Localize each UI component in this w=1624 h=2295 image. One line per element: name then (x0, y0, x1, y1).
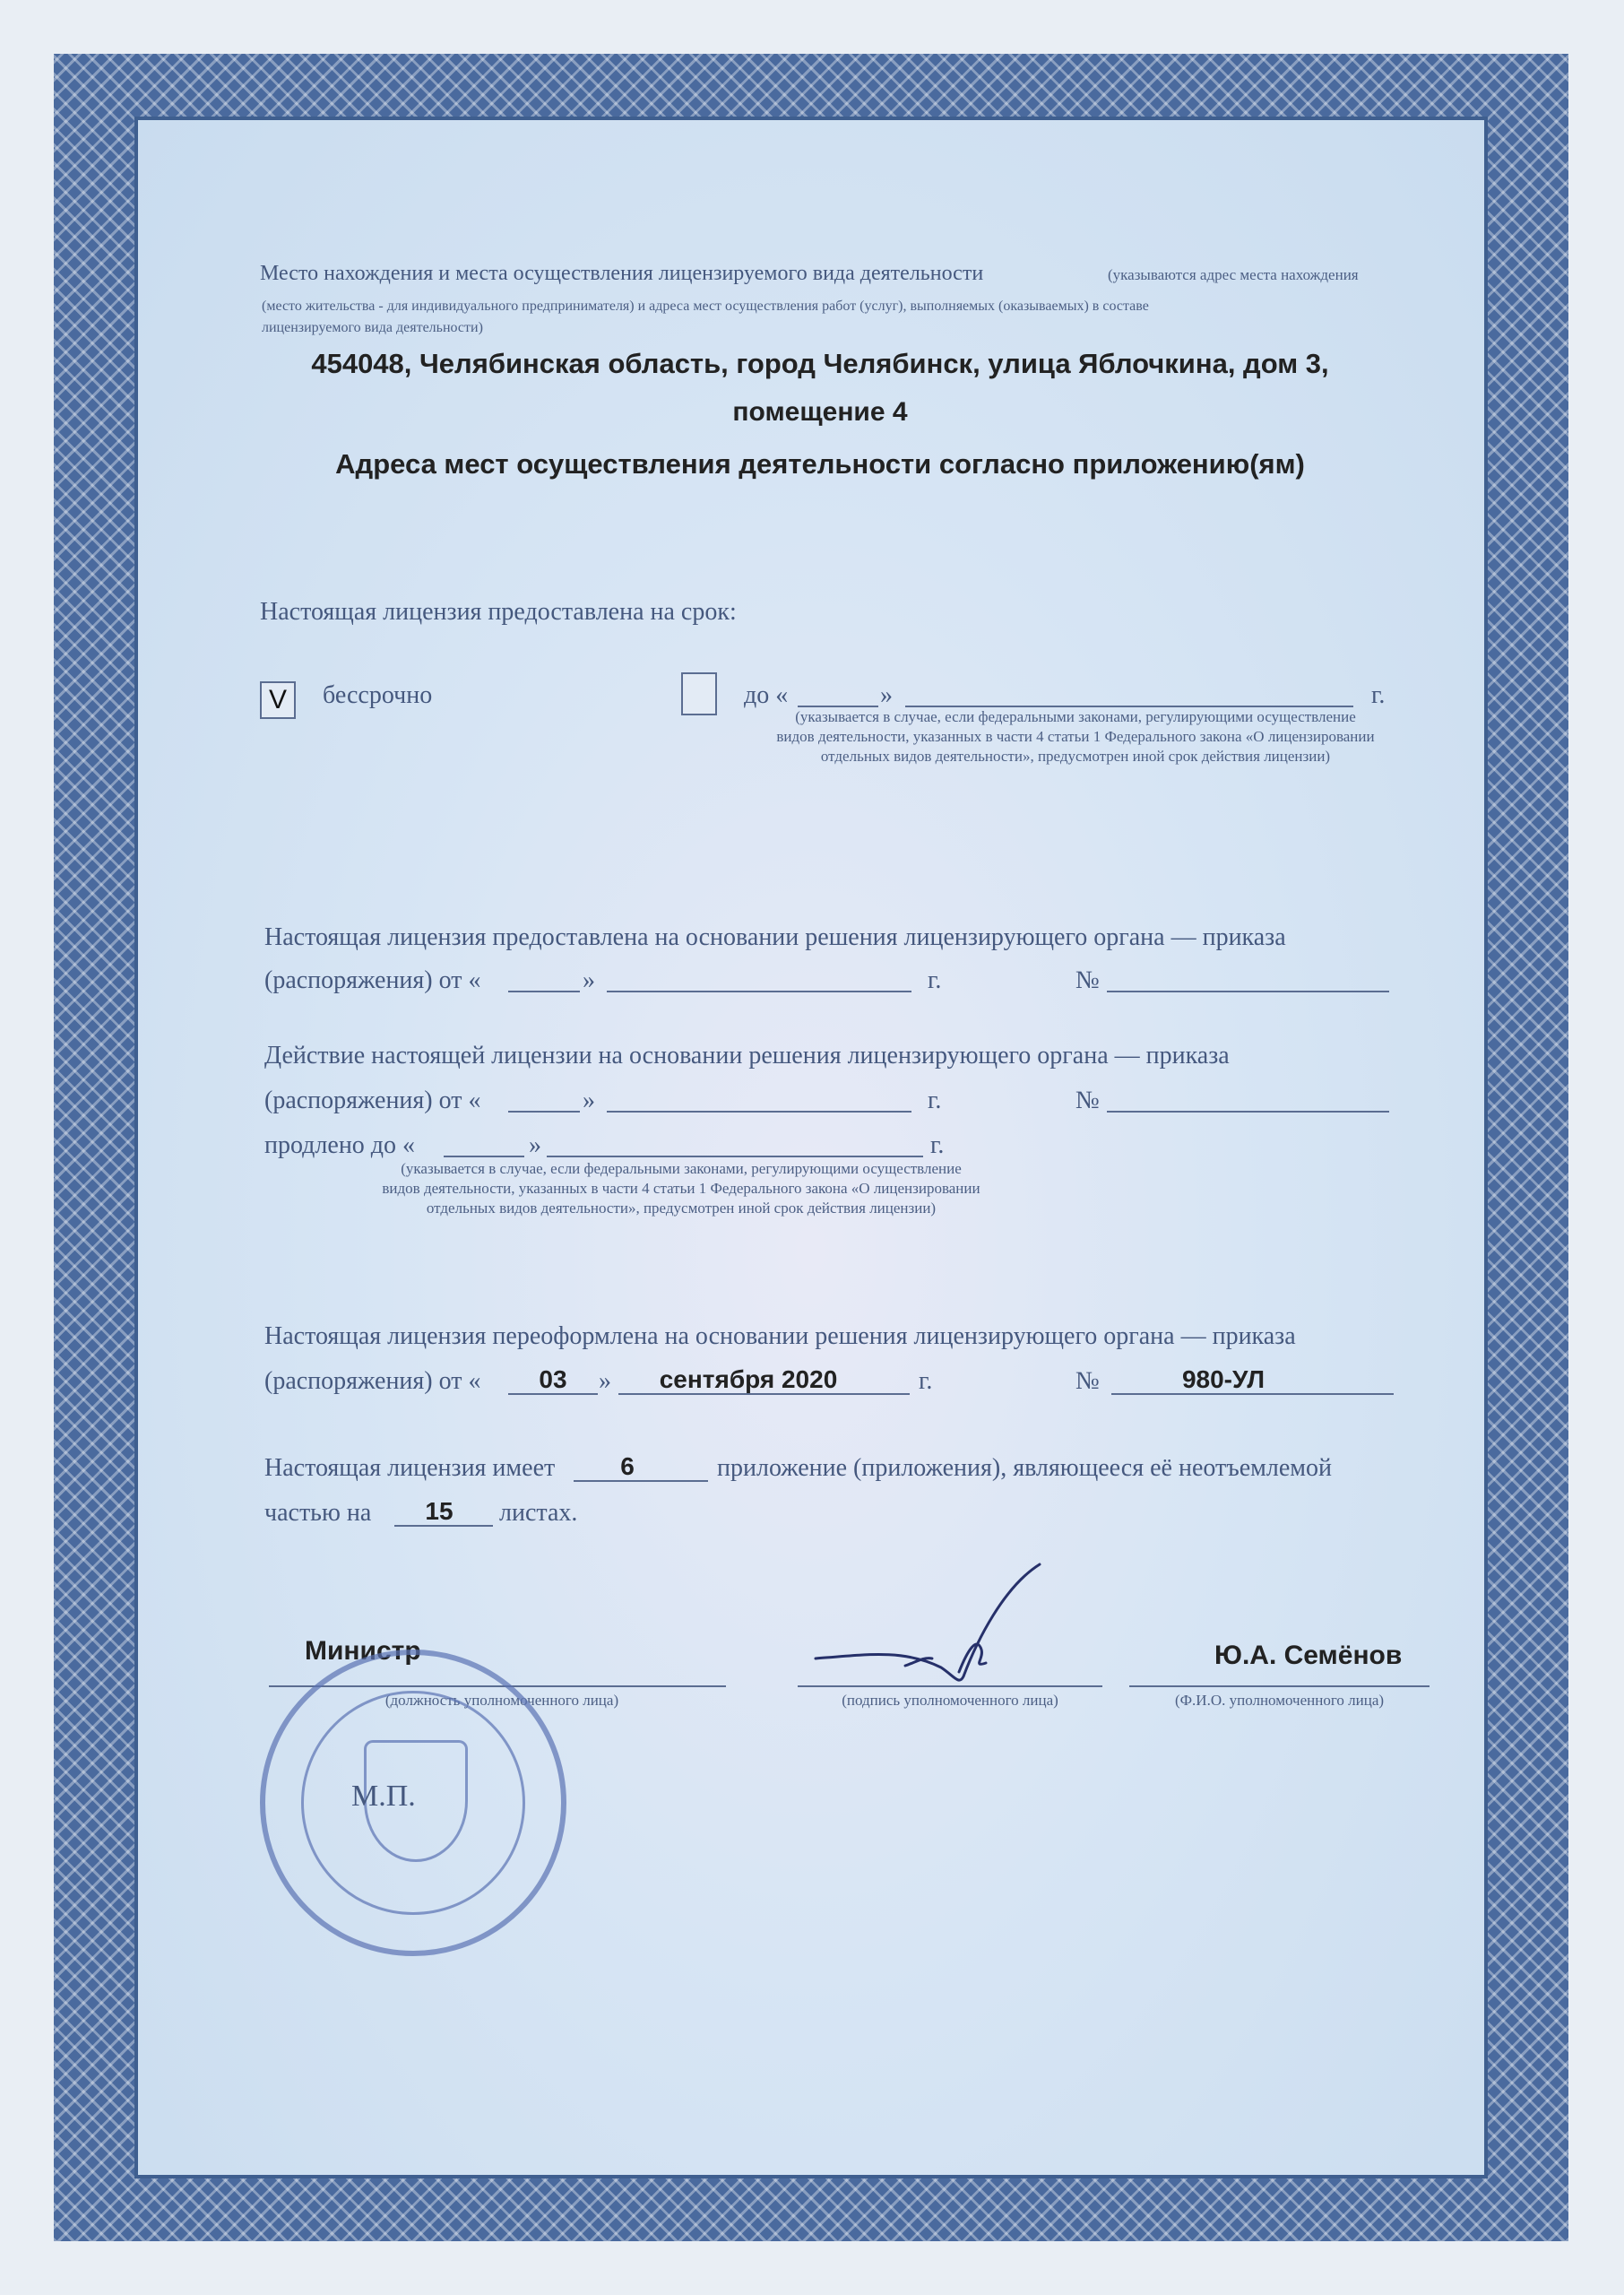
extended-date-line (547, 1156, 923, 1157)
seal-placeholder-label: М.П. (351, 1780, 416, 1813)
reissue-line-2-prefix: (распоряжения) от « (264, 1367, 481, 1395)
grant-line-1: Настоящая лицензия предоставлена на основании решения лицензирующего органа — приказа (264, 923, 1286, 951)
position-caption: (должность уполномоченного лица) (384, 1692, 619, 1709)
extension-line-1: Действие настоящей лицензии на основании решения лицензирующего органа — приказа (264, 1042, 1230, 1070)
extension-number-line (1107, 1111, 1389, 1113)
location-label: Место нахождения и места осуществления лицензируемого вида деятельности (260, 262, 984, 285)
location-note-line3: лицензируемого вида деятельности) (262, 320, 483, 335)
extended-until-prefix: продлено до « (264, 1131, 416, 1159)
extension-year-suffix: г. (928, 1087, 942, 1114)
name-line (1129, 1685, 1430, 1687)
location-note-line2: (место жительства - для индивидуального предпринимателя) и адреса мест осуществления работ (услуг), выполняемых (оказываемых) в составе (262, 299, 1149, 314)
term-label: Настоящая лицензия предоставлена на срок: (260, 598, 737, 626)
extension-note-2: видов деятельности, указанных в части 4 статьи 1 Федерального закона «О лицензировании (382, 1180, 980, 1197)
indefinite-label: бессрочно (323, 681, 433, 709)
reissue-number-sign: № (1075, 1367, 1100, 1395)
signature-caption: (подпись уполномоченного лица) (842, 1692, 1058, 1709)
appendix-prefix: Настоящая лицензия имеет (264, 1454, 556, 1482)
appendix-middle: приложение (приложения), являющееся её неотъемлемой (717, 1454, 1332, 1482)
grant-number-sign: № (1075, 966, 1100, 994)
extension-date-line (607, 1111, 911, 1113)
signature-scribble (798, 1551, 1067, 1694)
appendix-part-prefix: частью на (264, 1499, 372, 1527)
extended-year-suffix: г. (930, 1131, 945, 1159)
reissue-month-year: сентября 2020 (659, 1365, 838, 1393)
until-year-suffix: г. (1371, 681, 1386, 709)
signer-position: Министр (305, 1636, 421, 1666)
term-note-1: (указывается в случае, если федеральными законами, регулирующими осуществление (795, 708, 1356, 725)
reissue-day: 03 (539, 1365, 567, 1393)
until-prefix: до « (744, 681, 789, 709)
grant-quote-close: » (583, 966, 595, 994)
grant-day-line (508, 991, 580, 992)
address-line-1: 454048, Челябинская область, город Челябинск, улица Яблочкина, дом 3, (311, 348, 1329, 379)
address-line-3: Адреса мест осуществления деятельности согласно приложению(ям) (335, 448, 1305, 480)
until-date-line (905, 706, 1353, 707)
grant-date-line (607, 991, 911, 992)
until-quote: » (880, 681, 893, 709)
address-line-2: помещение 4 (732, 397, 908, 427)
until-day-line (798, 706, 878, 707)
indefinite-checkbox: V (260, 681, 296, 719)
extension-number-sign: № (1075, 1087, 1100, 1114)
until-checkbox (681, 672, 717, 715)
extended-day-line (444, 1156, 524, 1157)
appendix-sheets-suffix: листах. (499, 1499, 578, 1527)
reissue-quote-close: » (599, 1367, 611, 1395)
extension-note-1: (указывается в случае, если федеральными законами, регулирующими осуществление (401, 1160, 962, 1177)
appendix-count: 6 (620, 1452, 635, 1480)
extension-note-3: отдельных видов деятельности», предусмотрен иной срок действия лицензии) (426, 1199, 937, 1217)
grant-year-suffix: г. (928, 966, 942, 994)
signer-name: Ю.А. Семёнов (1214, 1641, 1403, 1670)
reissue-year-suffix: г. (919, 1367, 933, 1395)
extension-day-line (508, 1111, 580, 1113)
extension-quote-close: » (583, 1087, 595, 1114)
grant-number-line (1107, 991, 1389, 992)
signature-line (798, 1685, 1102, 1687)
term-note-3: отдельных видов деятельности», предусмотрен иной срок действия лицензии) (820, 748, 1331, 765)
name-caption: (Ф.И.О. уполномоченного лица) (1174, 1692, 1385, 1709)
grant-line-2-prefix: (распоряжения) от « (264, 966, 481, 994)
term-note-2: видов деятельности, указанных в части 4 статьи 1 Федерального закона «О лицензировании (776, 728, 1375, 745)
appendix-sheets: 15 (425, 1497, 454, 1525)
reissue-line-1: Настоящая лицензия переоформлена на основании решения лицензирующего органа — приказа (264, 1322, 1296, 1350)
reissue-number: 980-УЛ (1181, 1365, 1266, 1393)
location-note-inline: (указываются адрес места нахождения (1108, 266, 1359, 283)
extension-line-2-prefix: (распоряжения) от « (264, 1087, 481, 1114)
extended-quote-close: » (529, 1131, 541, 1159)
